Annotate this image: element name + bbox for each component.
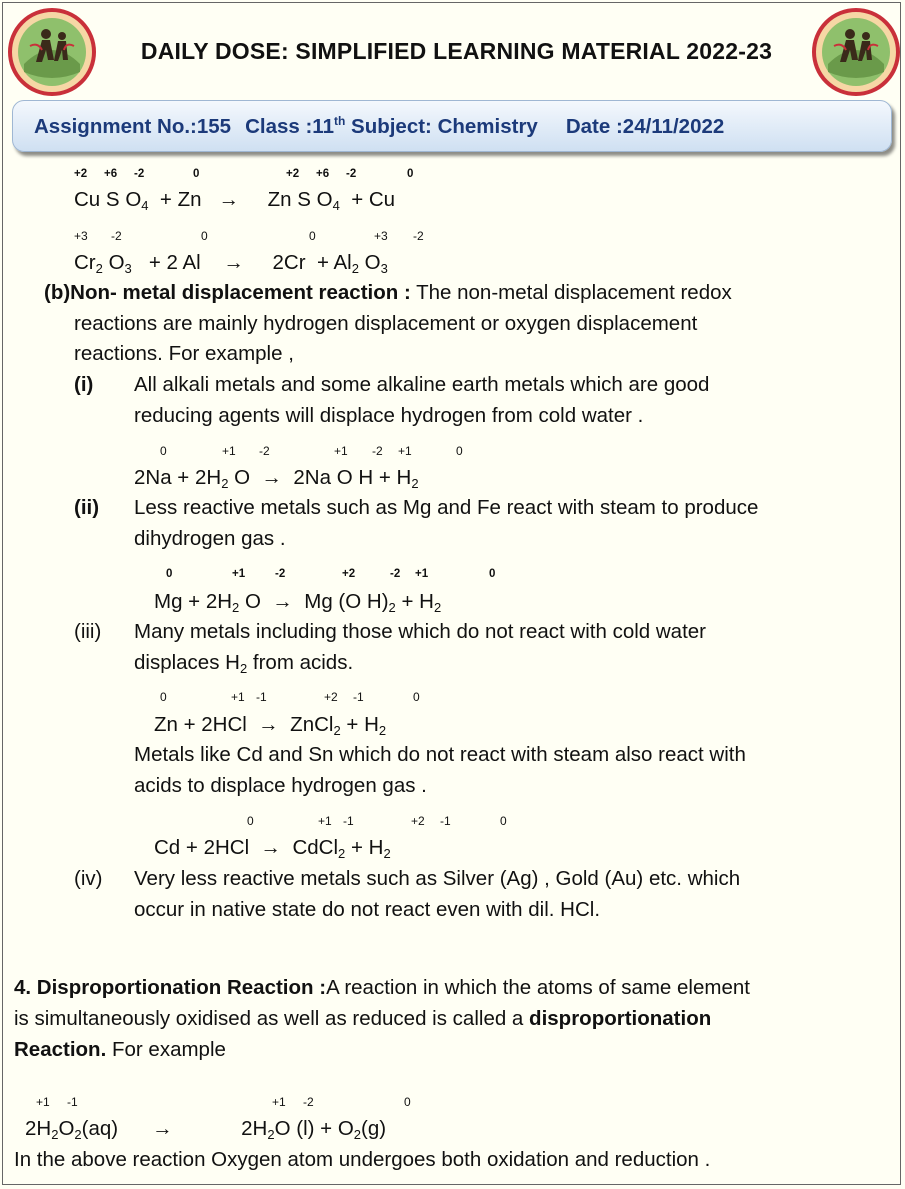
ox-state: -2 xyxy=(390,568,401,580)
equation-zn-hcl: Zn + 2HCl → ZnCl$_2$ + $H_2$ xyxy=(154,713,387,738)
section-b-line3: reactions. For example , xyxy=(74,342,294,365)
assignment-bar xyxy=(12,100,892,152)
ox-state: 0 xyxy=(166,568,173,580)
ox-state: +1 xyxy=(232,568,246,580)
ox-state: 0 xyxy=(404,1095,411,1109)
ox-state: 0 xyxy=(407,168,414,180)
ox-state: +2 xyxy=(342,568,356,580)
section-b-line2: reactions are mainly hydrogen displacement or oxygen displacement xyxy=(74,312,698,335)
ox-state: 0 xyxy=(160,444,167,458)
ox-state: +2 xyxy=(286,168,300,180)
ox-state: +1 xyxy=(272,1095,286,1109)
ox-state: -1 xyxy=(343,814,354,828)
section-4-line1: 4. Disproportionation Reaction :A reaction in which the atoms of same element xyxy=(14,976,750,999)
ox-state: 0 xyxy=(160,690,167,704)
ox-state: -1 xyxy=(256,690,267,704)
ox-state: +1 xyxy=(415,568,429,580)
date-label: Date :24/11/2022 xyxy=(565,114,725,138)
item-iii-line2: displaces $H_2$ from acids. xyxy=(134,651,354,676)
ox-state: 0 xyxy=(193,168,200,180)
ox-state: 0 xyxy=(413,690,420,704)
item-label: (iii) xyxy=(74,620,102,643)
section-b-line1: (b)Non- metal displacement reaction : The non-metal displacement redox xyxy=(44,281,732,304)
ox-state: +2 xyxy=(324,690,338,704)
ox-state: 0 xyxy=(456,444,463,458)
equation-na-water: $2Na + 2H_2$ O → 2Na O $H + H_2$ xyxy=(134,466,419,491)
ox-state: +6 xyxy=(104,168,118,180)
item-label: (iv) xyxy=(74,867,103,890)
ox-state: -2 xyxy=(413,229,424,243)
class-sup: th xyxy=(333,114,346,128)
item-i-line1: All alkali metals and some alkaline earth metals which are good xyxy=(134,373,710,396)
ox-state: -2 xyxy=(346,168,357,180)
ox-state: 0 xyxy=(500,814,507,828)
school-emblem-icon xyxy=(812,6,900,98)
school-emblem-icon xyxy=(8,6,96,98)
page-title: DAILY DOSE: SIMPLIFIED LEARNING MATERIAL 2022-23 xyxy=(140,38,773,64)
equation-cd-hcl: Cd + 2HCl → CdCl$_2$ + $H_2$ xyxy=(154,836,391,861)
ox-state: -2 xyxy=(134,168,145,180)
ox-state: 0 xyxy=(247,814,254,828)
item-ii-line2: dihydrogen gas . xyxy=(134,527,286,550)
item-iv-line1: Very less reactive metals such as Silver (Ag) , Gold (Au) etc. which xyxy=(134,867,741,890)
ox-state: -1 xyxy=(353,690,364,704)
ox-state: +6 xyxy=(316,168,330,180)
ox-state: +3 xyxy=(374,229,388,243)
ox-state: 0 xyxy=(201,229,208,243)
item-i-line2: reducing agents will displace hydrogen from cold water . xyxy=(134,404,644,427)
ox-state: +1 xyxy=(222,444,236,458)
item-iv-line2: occur in native state do not react even with dil. HCl. xyxy=(134,898,601,921)
item-iii-line1: Many metals including those which do not react with cold water xyxy=(134,620,707,643)
item-label: (i) xyxy=(74,373,94,396)
item-label: (ii) xyxy=(74,496,100,519)
equation-mg-steam: $Mg + 2H_2$ O → Mg (O $H)_2 + H_2$ xyxy=(154,590,442,615)
ox-state: 0 xyxy=(489,568,496,580)
class-label: Class :11 xyxy=(245,114,334,138)
equation-cuso4-zn: Cu S $O_4 + Zn$ → Zn S $O_4 + Cu$ xyxy=(74,188,396,213)
ox-state: +1 xyxy=(398,444,412,458)
ox-state: +3 xyxy=(74,229,88,243)
ox-state: -2 xyxy=(111,229,122,243)
section-4-line2: is simultaneously oxidised as well as reduced is called a disproportionation xyxy=(14,1007,712,1030)
ox-state: -2 xyxy=(275,568,286,580)
ox-state: -2 xyxy=(303,1095,314,1109)
conclusion-text: In the above reaction Oxygen atom undergoes both oxidation and reduction . xyxy=(14,1148,711,1171)
assignment-no: Assignment No.:155 xyxy=(34,114,232,138)
ox-state: 0 xyxy=(309,229,316,243)
ox-state: +2 xyxy=(74,168,88,180)
ox-state: -1 xyxy=(67,1095,78,1109)
ox-state: -2 xyxy=(259,444,270,458)
ox-state: -2 xyxy=(372,444,383,458)
ox-state: +1 xyxy=(318,814,332,828)
ox-state: +1 xyxy=(334,444,348,458)
equation-h2o2: $2H_2O_2(aq)$ → $2H_2O$ $(l) + O_2(g)$ xyxy=(25,1117,387,1142)
ox-state: +1 xyxy=(36,1095,50,1109)
item-ii-line1: Less reactive metals such as Mg and Fe react with steam to produce xyxy=(134,496,759,519)
section-4-line3: Reaction. For example xyxy=(14,1038,226,1061)
assignment-info xyxy=(34,114,724,139)
subject-label: Subject: Chemistry xyxy=(351,114,538,138)
equation-cr2o3-al: $Cr_2$ $O_3$ + 2 Al → $2Cr + Al_2$ $O_3$ xyxy=(74,251,388,276)
item-iii-line3: Metals like Cd and Sn which do not react with steam also react with xyxy=(134,743,746,766)
ox-state: +2 xyxy=(411,814,425,828)
ox-state: +1 xyxy=(231,690,245,704)
ox-state: -1 xyxy=(440,814,451,828)
item-iii-line4: acids to displace hydrogen gas . xyxy=(134,774,427,797)
